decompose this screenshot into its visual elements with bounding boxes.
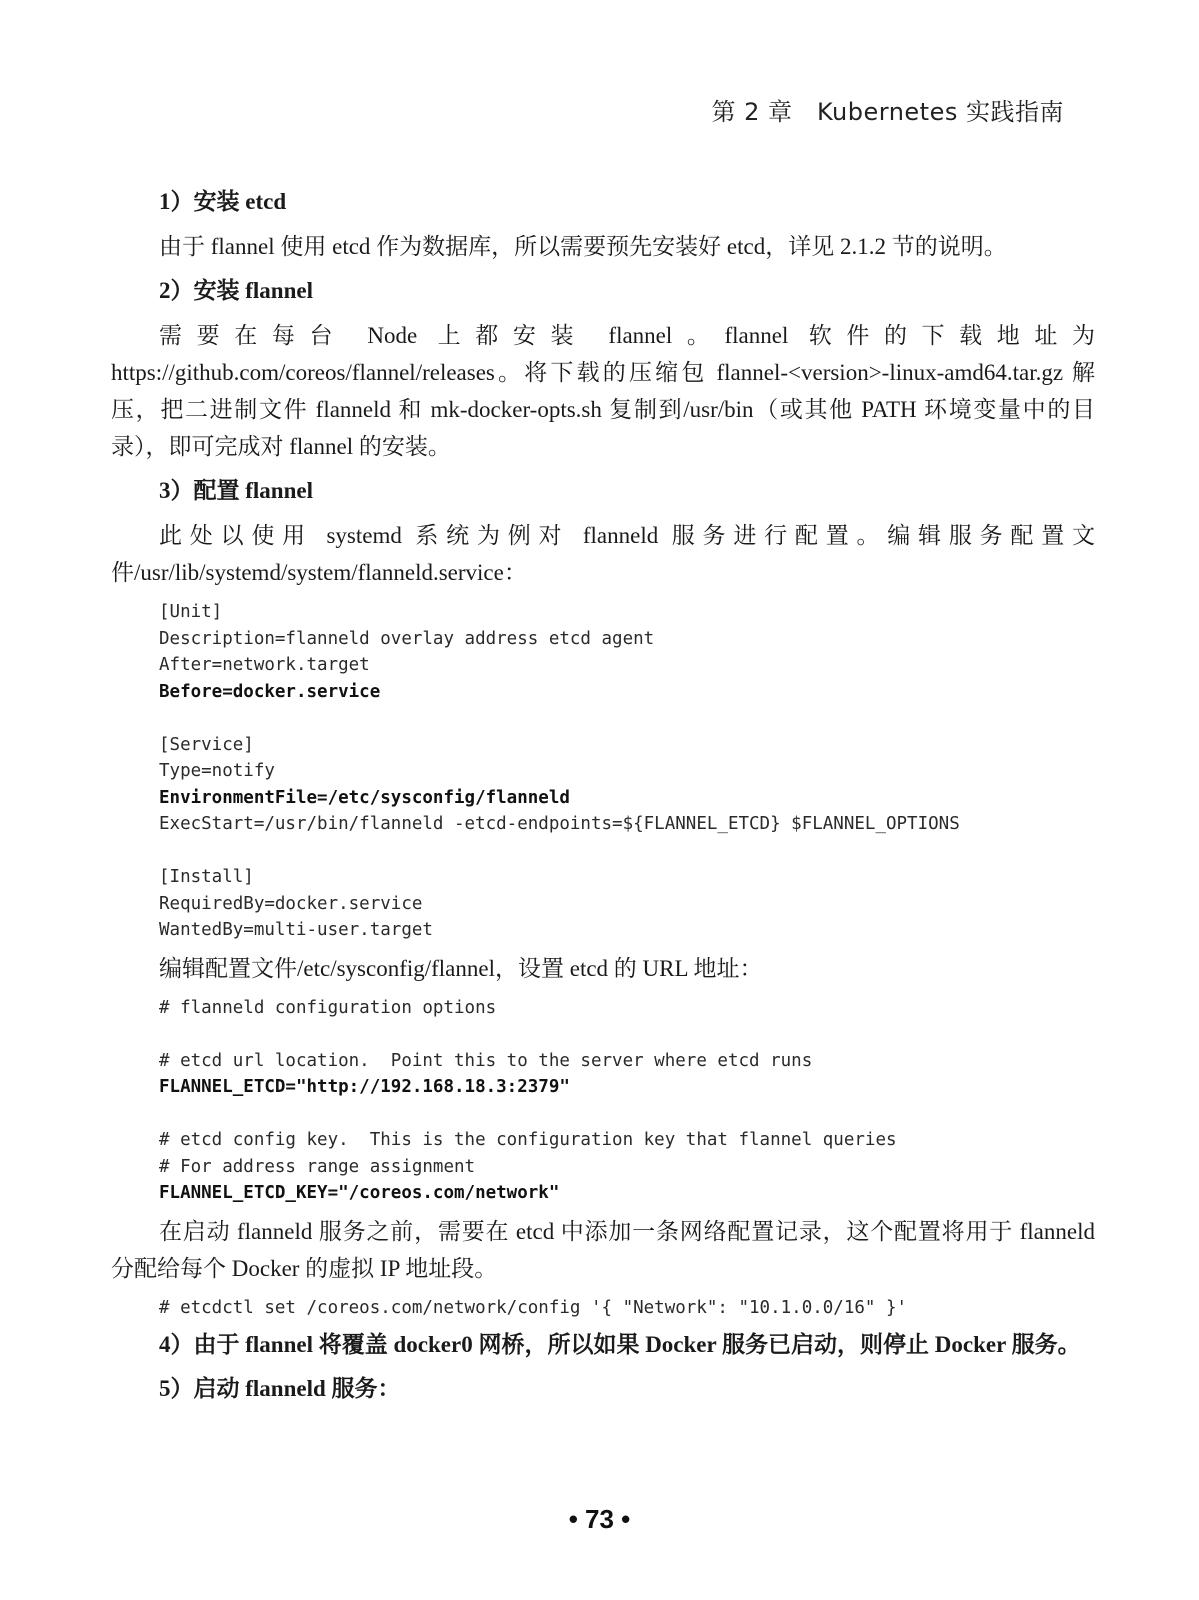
code-blank-line xyxy=(159,1021,1095,1048)
code-line: # etcd config key. This is the configuration key that flannel queries xyxy=(159,1130,897,1150)
code-line: After=network.target xyxy=(159,655,370,675)
code-block-flannel-config xyxy=(159,995,1095,1207)
section-heading-start-flanneld: 5）启动 flanneld 服务： xyxy=(159,1376,401,1401)
code-line: # For address range assignment xyxy=(159,1156,476,1177)
paragraph-install-etcd: 由于 flannel 使用 etcd 作为数据库，所以需要预先安装好 etcd，详见 2.1.2 节的说明。 xyxy=(159,234,1007,259)
code-line-bold: FLANNEL_ETCD_KEY="/coreos.com/network" xyxy=(159,1183,560,1203)
paragraph-edit-config: 编辑配置文件/etc/sysconfig/flannel，设置 etcd 的 URL 地址： xyxy=(159,955,763,981)
running-header: 第 2 章 Kubernetes 实践指南 xyxy=(711,98,1064,126)
code-line: [Install] xyxy=(159,867,254,887)
code-line: Type=notify xyxy=(159,761,275,781)
code-line: # etcdctl set /coreos.com/network/config '{ "Network": "10.1.0.0/16" }' xyxy=(159,1297,908,1318)
code-line: Description=flanneld overlay address etcd agent xyxy=(159,628,655,649)
code-line: # flanneld configuration options xyxy=(159,997,497,1018)
code-line: WantedBy=multi-user.target xyxy=(159,920,433,940)
code-line: RequiredBy=docker.service xyxy=(159,893,423,914)
section-heading-stop-docker: 4）由于 flannel 将覆盖 docker0 网桥，所以如果 Docker 服务已启动，则停止 Docker 服务。 xyxy=(159,1332,1081,1357)
code-line: [Unit] xyxy=(159,602,223,622)
code-block-etcdctl-command xyxy=(159,1295,1095,1322)
paragraph-etcd-network-record: 在启动 flanneld 服务之前，需要在 etcd 中添加一条网络配置记录，这个配置将用于 flanneld 分配给每个 Docker 的虚拟 IP 地址段。 xyxy=(111,1218,1095,1281)
code-line: ExecStart=/usr/bin/flanneld -etcd-endpoints=${FLANNEL_ETCD} $FLANNEL_OPTIONS xyxy=(159,814,960,834)
section-heading-install-flannel: 2）安装 flannel xyxy=(159,278,313,303)
code-blank-line xyxy=(159,705,1095,732)
page-body xyxy=(111,184,1095,1415)
code-line-bold: Before=docker.service xyxy=(159,681,381,702)
page-number: • 73 • xyxy=(568,1504,631,1534)
code-line-bold: EnvironmentFile=/etc/sysconfig/flanneld xyxy=(159,787,570,808)
code-line: # etcd url location. Point this to the server where etcd runs xyxy=(159,1050,813,1071)
section-heading-configure-flannel: 3）配置 flannel xyxy=(159,478,313,503)
code-blank-line xyxy=(159,838,1095,865)
code-line-bold: FLANNEL_ETCD="http://192.168.18.3:2379" xyxy=(159,1077,570,1097)
code-line: [Service] xyxy=(159,734,254,755)
section-heading-install-etcd: 1）安装 etcd xyxy=(159,189,287,214)
code-blank-line xyxy=(159,1101,1095,1128)
paragraph-configure-flannel: 此处以使用 systemd 系统为例对 flanneld 服务进行配置。编辑服务配置文件/usr/lib/systemd/system/flanneld.service： xyxy=(111,523,1095,585)
code-block-service-unit xyxy=(159,599,1095,944)
paragraph-install-flannel: 需要在每台 Node 上都安装 flannel。flannel 软件的下载地址为 https://github.com/coreos/flannel/releases。将下载的压缩包 flannel-<version>-linux-amd64.tar.gz 解压，把二进制文件 flanneld 和 mk-docker-opts.sh 复制到/usr/bin（或其他 PATH 环境变量中的目录），即可完成对 flannel 的安装。 xyxy=(111,323,1095,459)
